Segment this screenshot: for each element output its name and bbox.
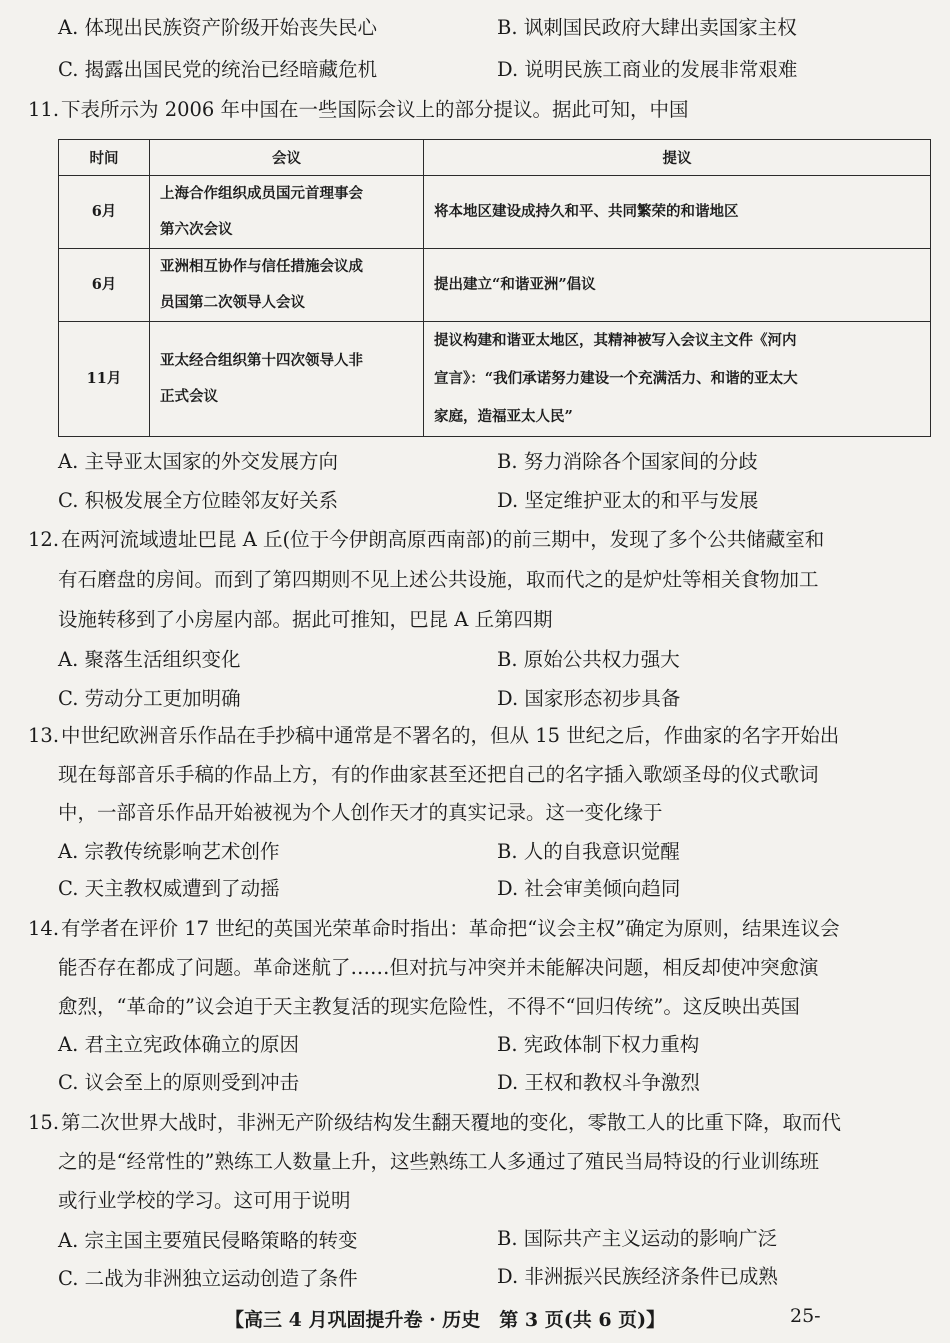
q11-number: 11.: [28, 98, 60, 121]
q13-option-d: D. 社会审美倾向趋同: [497, 877, 681, 900]
q11-table: [58, 139, 931, 437]
meeting-line: 员国第二次领导人会议: [160, 294, 305, 311]
table-cell-proposal: [424, 322, 931, 437]
table-cell-proposal: [424, 249, 931, 322]
q13-stem-line: 中，一部音乐作品开始被视为个人创作天才的真实记录。这一变化缘于: [58, 801, 663, 824]
proposal-line: 宣言》：“我们承诺努力建设一个充满活力、和谐的亚太大: [434, 370, 798, 387]
proposal-line: 提出建立“和谐亚洲”倡议: [434, 276, 596, 293]
q14-option-b: B. 宪政体制下权力重构: [497, 1033, 700, 1056]
proposal-line: 家庭，造福亚太人民”: [434, 408, 573, 425]
q14-option-c: C. 议会至上的原则受到冲击: [58, 1071, 300, 1094]
q15-stem-line: 或行业学校的学习。这可用于说明: [58, 1189, 351, 1212]
q14-stem-line: 愈烈，“革命的”议会迫于天主教复活的现实危险性，不得不“回归传统”。这反映出英国: [58, 995, 800, 1018]
q12-option-c: C. 劳动分工更加明确: [58, 687, 241, 710]
meeting-line: 正式会议: [160, 388, 218, 405]
table-cell-time: 11月: [59, 322, 150, 437]
table-cell-meeting: [150, 249, 424, 322]
page-footer: [225, 1305, 821, 1332]
q14-option-a: A. 君主立宪政体确立的原因: [58, 1033, 299, 1056]
q15-stem-line: 之的是“经常性的”熟练工人数量上升，这些熟练工人多通过了殖民当局特设的行业训练班: [58, 1150, 819, 1173]
footer-title: 【高三 4 月巩固提升卷 · 历史 第 3 页(共 6 页)】: [225, 1309, 666, 1331]
table-header-proposal: 提议: [424, 140, 931, 176]
q15-number: 15.: [28, 1111, 60, 1134]
table-header-meeting: 会议: [150, 140, 424, 176]
q10-option-a: A. 体现出民族资产阶级开始丧失民心: [58, 16, 377, 39]
table-cell-meeting: [150, 322, 424, 437]
q11-option-b: B. 努力消除各个国家间的分歧: [497, 450, 758, 473]
q14-stem: 有学者在评价 17 世纪的英国光荣革命时指出：革命把“议会主权”确定为原则，结果连议会: [61, 917, 840, 940]
table-row: [59, 176, 931, 249]
footer-code: 25-: [790, 1305, 821, 1327]
q12-option-d: D. 国家形态初步具备: [497, 687, 681, 710]
q10-option-d: D. 说明民族工商业的发展非常艰难: [497, 58, 798, 81]
q13-stem-line: 现在每部音乐手稿的作品上方，有的作曲家甚至还把自己的名字插入歌颂圣母的仪式歌词: [58, 763, 819, 786]
q13-option-c: C. 天主教权威遭到了动摇: [58, 877, 280, 900]
q11-option-a: A. 主导亚太国家的外交发展方向: [58, 450, 338, 473]
q12-stem-line: 有石磨盘的房间。而到了第四期则不见上述公共设施，取而代之的是炉灶等相关食物加工: [58, 568, 819, 591]
table-cell-time: 6月: [59, 176, 150, 249]
table-row: [59, 249, 931, 322]
q13-option-b: B. 人的自我意识觉醒: [497, 840, 680, 863]
q13-option-a: A. 宗教传统影响艺术创作: [58, 840, 280, 863]
q14-option-d: D. 王权和教权斗争激烈: [497, 1071, 700, 1094]
q12-stem: 在两河流域遗址巴昆 A 丘(位于今伊朗高原西南部)的前三期中，发现了多个公共储藏室和: [61, 528, 825, 551]
meeting-line: 第六次会议: [160, 221, 233, 238]
q12-stem-line: [28, 525, 824, 555]
q15-option-a: A. 宗主国主要殖民侵略策略的转变: [58, 1229, 358, 1252]
q15-option-d: D. 非洲振兴民族经济条件已成熟: [497, 1265, 778, 1288]
q14-number: 14.: [28, 917, 60, 940]
meeting-line: 上海合作组织成员国元首理事会: [160, 185, 363, 202]
q13-stem-line: [28, 721, 839, 751]
table-cell-time: 6月: [59, 249, 150, 322]
q15-stem-line: [28, 1108, 841, 1138]
q12-option-b: B. 原始公共权力强大: [497, 648, 680, 671]
q13-stem: 中世纪欧洲音乐作品在手抄稿中通常是不署名的，但从 15 世纪之后，作曲家的名字开始出: [61, 724, 840, 747]
q15-option-b: B. 国际共产主义运动的影响广泛: [497, 1227, 778, 1250]
table-row: [59, 322, 931, 437]
q13-number: 13.: [28, 724, 60, 747]
q11-option-c: C. 积极发展全方位睦邻友好关系: [58, 489, 339, 512]
q14-stem-line: 能否存在都成了问题。革命迷航了……但对抗与冲突并未能解决问题，相反却使冲突愈演: [58, 956, 819, 979]
q10-option-b: B. 讽刺国民政府大肆出卖国家主权: [497, 16, 797, 39]
q14-stem-line: [28, 914, 840, 944]
meeting-line: 亚太经合组织第十四次领导人非: [160, 352, 363, 369]
q15-stem: 第二次世界大战时，非洲无产阶级结构发生翻天覆地的变化，零散工人的比重下降，取而代: [61, 1111, 842, 1134]
q12-number: 12.: [28, 528, 60, 551]
q11-stem-line: [28, 95, 689, 125]
table-cell-proposal: [424, 176, 931, 249]
meeting-line: 亚洲相互协作与信任措施会议成: [160, 258, 363, 275]
table-header-time: 时间: [59, 140, 150, 176]
proposal-line: 提议构建和谐亚太地区，其精神被写入会议主文件《河内: [434, 332, 797, 349]
q12-stem-line: 设施转移到了小房屋内部。据此可推知，巴昆 A 丘第四期: [58, 608, 553, 631]
q10-option-c: C. 揭露出国民党的统治已经暗藏危机: [58, 58, 378, 81]
q15-option-c: C. 二战为非洲独立运动创造了条件: [58, 1267, 358, 1290]
proposal-line: 将本地区建设成持久和平、共同繁荣的和谐地区: [434, 203, 739, 220]
q11-stem: 下表所示为 2006 年中国在一些国际会议上的部分提议。据此可知，中国: [61, 98, 689, 121]
q12-option-a: A. 聚落生活组织变化: [58, 648, 241, 671]
table-cell-meeting: [150, 176, 424, 249]
q11-option-d: D. 坚定维护亚太的和平与发展: [497, 489, 759, 512]
